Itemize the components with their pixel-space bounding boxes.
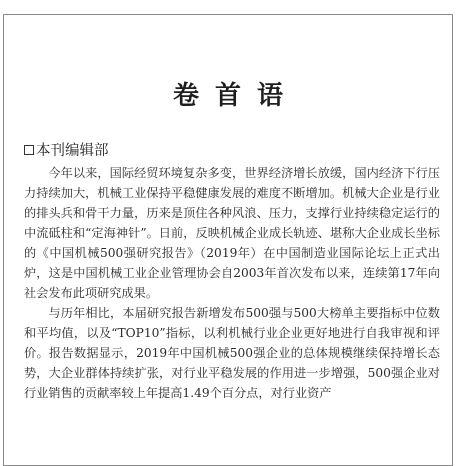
section-heading xyxy=(24,139,109,160)
section-heading-label: 本刊编辑部 xyxy=(36,143,109,159)
page-frame xyxy=(3,14,453,466)
page-title: 卷首语 xyxy=(172,81,299,111)
article-body xyxy=(24,163,440,403)
checkbox-square-icon xyxy=(24,145,34,155)
paragraph: 今年以来，国际经贸环境复杂多变，世界经济增长放缓，国内经济下行压力持续加大，机械工业保持平稳健康发展的难度不断增加。机械大企业是行业的排头兵和骨干力量，历来是顶住各种风浪、压力，支撑行业持续稳定运行的中流砥柱和“定海神针”。日前，反映机械企业成长轨迹、堪称大企业成长坐标的《中国机械500强研究报告》（2019年）在中国制造业国际论坛上正式出炉，这是中国机械工业企业管理协会自2003年首次发布以来，连续第17年向社会发布此项研究成果。 xyxy=(24,166,440,300)
paragraph: 与历年相比，本届研究报告新增发布500强与500大榜单主要指标中位数和平均值，以及“TOP10”指标，以利机械行业企业更好地进行自我审视和评价。报告数据显示，2019年中国机械500强企业的总体规模继续保持增长态势，大企业群体持续扩张，对行业平稳发展的作用进一步增强，500强企业对行业销售的贡献率较上年提高1.49个百分点，对行业资产 xyxy=(24,306,440,400)
